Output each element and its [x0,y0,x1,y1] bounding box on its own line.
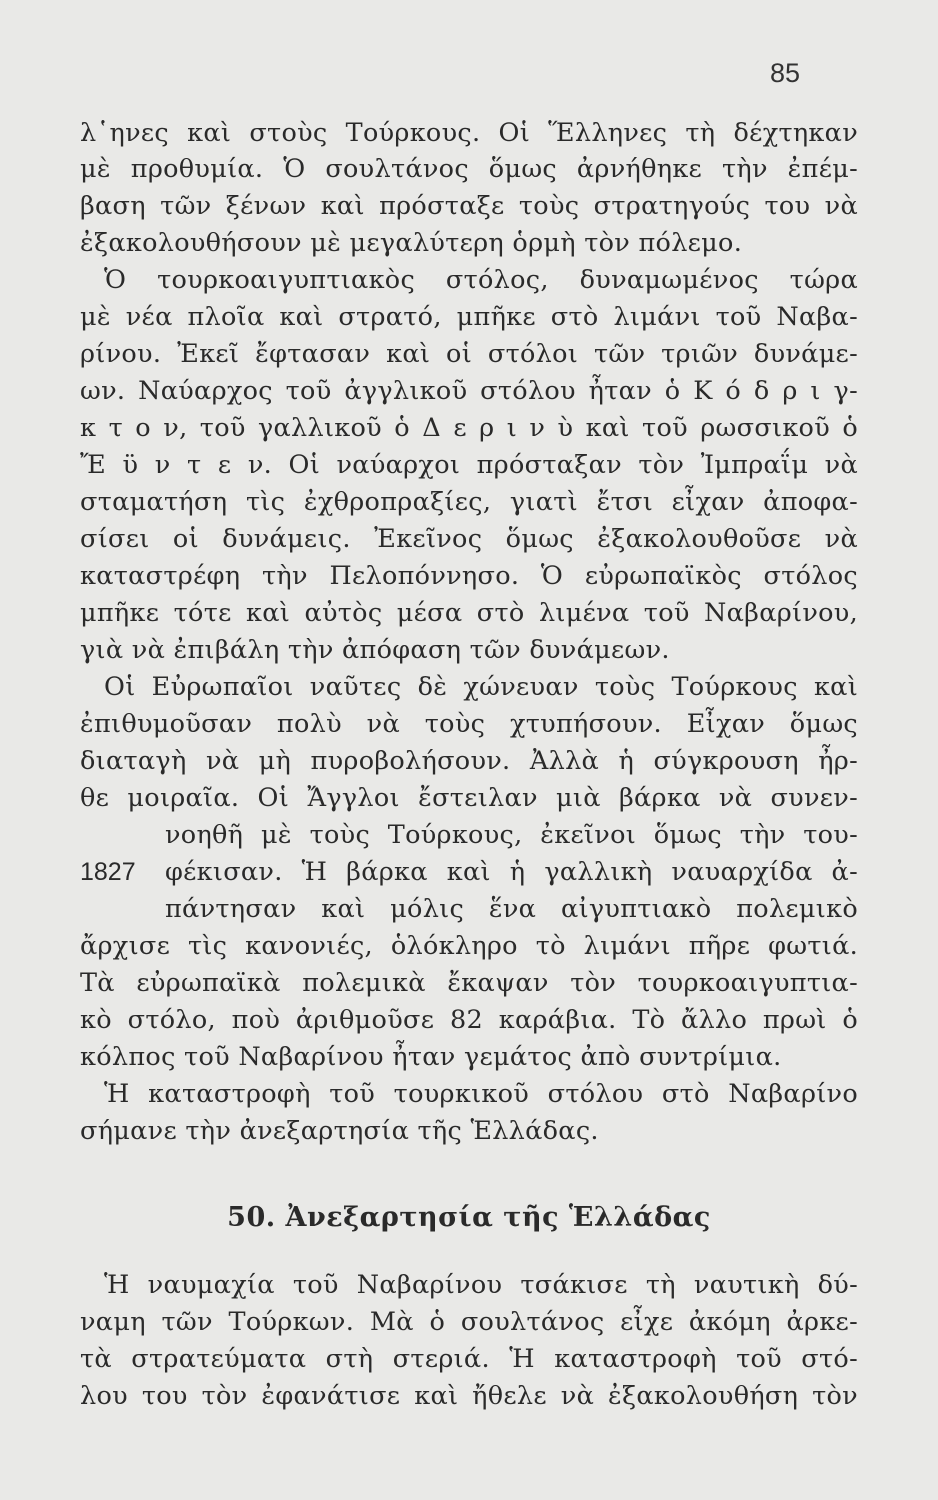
text-line: ἄρχισε τὶς κανονιές, ὁλόκληρο τὸ λιμάνι πῆρε φωτιά. [80,931,858,961]
text-line: μὲ προθυμία. Ὁ σουλτάνος ὅμως ἀρνήθηκε τὴν ἐπέμ- [80,154,858,184]
text-line: διαταγὴ νὰ μὴ πυροβολήσουν. Ἀλλὰ ἡ σύγκρουση ἦρ- [80,746,858,776]
text-line: κόλπος τοῦ Ναβαρίνου ἦταν γεμάτος ἀπὸ συντρίμια. [80,1042,782,1072]
text-line: σήμανε τὴν ἀνεξαρτησία τῆς Ἑλλάδας. [80,1116,599,1146]
text-line: ἐξακολουθήσουν μὲ μεγαλύτερη ὁρμὴ τὸν πόλεμο. [80,228,743,258]
text-line: κ τ ο ν, τοῦ γαλλικοῦ ὁ Δ ε ρ ι ν ὺ καὶ τοῦ ρωσσικοῦ ὁ [80,413,858,443]
text-line: τὰ στρατεύματα στὴ στεριά. Ἡ καταστροφὴ τοῦ στό- [80,1344,858,1374]
text-line: καταστρέφη τὴν Πελοπόννησο. Ὁ εὐρωπαϊκὸς στόλος [80,561,858,591]
text-line: Οἱ Εὐρωπαῖοι ναῦτες δὲ χώνευαν τοὺς Τούρκους καὶ [104,672,858,702]
text-line: Ὁ τουρκοαιγυπτιακὸς στόλος, δυναμωμένος τώρα [104,265,858,295]
text-line: κὸ στόλο, ποὺ ἀριθμοῦσε 82 καράβια. Τὸ ἄλλο πρωὶ ὁ [80,1005,858,1035]
text-line: φέκισαν. Ἡ βάρκα καὶ ἡ γαλλικὴ ναυαρχίδα ἀ- [165,857,858,887]
margin-year: 1827 [80,858,136,886]
text-line: θε μοιραῖα. Οἱ Ἄγγλοι ἔστειλαν μιὰ βάρκα νὰ συνεν- [80,783,858,813]
text-line: πάντησαν καὶ μόλις ἕνα αἰγυπτιακὸ πολεμικὸ [165,894,858,924]
text-line: ἐπιθυμοῦσαν πολὺ νὰ τοὺς χτυπήσουν. Εἶχαν ὅμως [80,709,858,739]
text-line: ναμη τῶν Τούρκων. Μὰ ὁ σουλτάνος εἶχε ἀκόμη ἀρκε- [80,1307,858,1337]
text-line: σίσει οἱ δυνάμεις. Ἐκεῖνος ὅμως ἐξακολουθοῦσε νὰ [80,524,858,554]
text-line: Ἡ καταστροφὴ τοῦ τουρκικοῦ στόλου στὸ Ναβαρίνο [104,1079,858,1109]
text-line: βαση τῶν ξένων καὶ πρόσταξε τοὺς στρατηγούς του νὰ [80,191,858,221]
page-number: 85 [770,58,801,88]
text-line: σταματήση τὶς ἐχθροπραξίες, γιατὶ ἔτσι εἶχαν ἀποφα- [80,487,858,517]
text-line: ων. Ναύαρχος τοῦ ἀγγλικοῦ στόλου ἦταν ὁ Κ ό δ ρ ι γ- [80,376,858,406]
text-line: γιὰ νὰ ἐπιβάλη τὴν ἀπόφαση τῶν δυνάμεων. [80,635,670,665]
text-line: ρίνου. Ἐκεῖ ἔφτασαν καὶ οἱ στόλοι τῶν τριῶν δυνάμε- [80,339,858,369]
text-line: Ἡ ναυμαχία τοῦ Ναβαρίνου τσάκισε τὴ ναυτικὴ δύ- [104,1270,858,1300]
text-line: λου του τὸν ἐφανάτισε καὶ ἤθελε νὰ ἐξακολουθήση τὸν [80,1381,858,1411]
text-line: μὲ νέα πλοῖα καὶ στρατό, μπῆκε στὸ λιμάνι τοῦ Ναβα- [80,302,858,332]
text-line: νοηθῆ μὲ τοὺς Τούρκους, ἐκεῖνοι ὅμως τὴν του- [165,820,858,850]
section-heading: 50. Ἀνεξαρτησία τῆς Ἑλλάδας [227,1202,711,1233]
text-line: Ἔ ϋ ν τ ε ν. Οἱ ναύαρχοι πρόσταξαν τὸν Ἰμπραΐμ νὰ [80,450,858,480]
text-line: λ῾ηνες καὶ στοὺς Τούρκους. Οἱ Ἕλληνες τὴ δέχτηκαν [80,118,858,148]
text-line: Τὰ εὐρωπαϊκὰ πολεμικὰ ἔκαψαν τὸν τουρκοαιγυπτια- [80,968,858,998]
text-line: μπῆκε τότε καὶ αὐτὸς μέσα στὸ λιμένα τοῦ Ναβαρίνου, [80,598,858,628]
